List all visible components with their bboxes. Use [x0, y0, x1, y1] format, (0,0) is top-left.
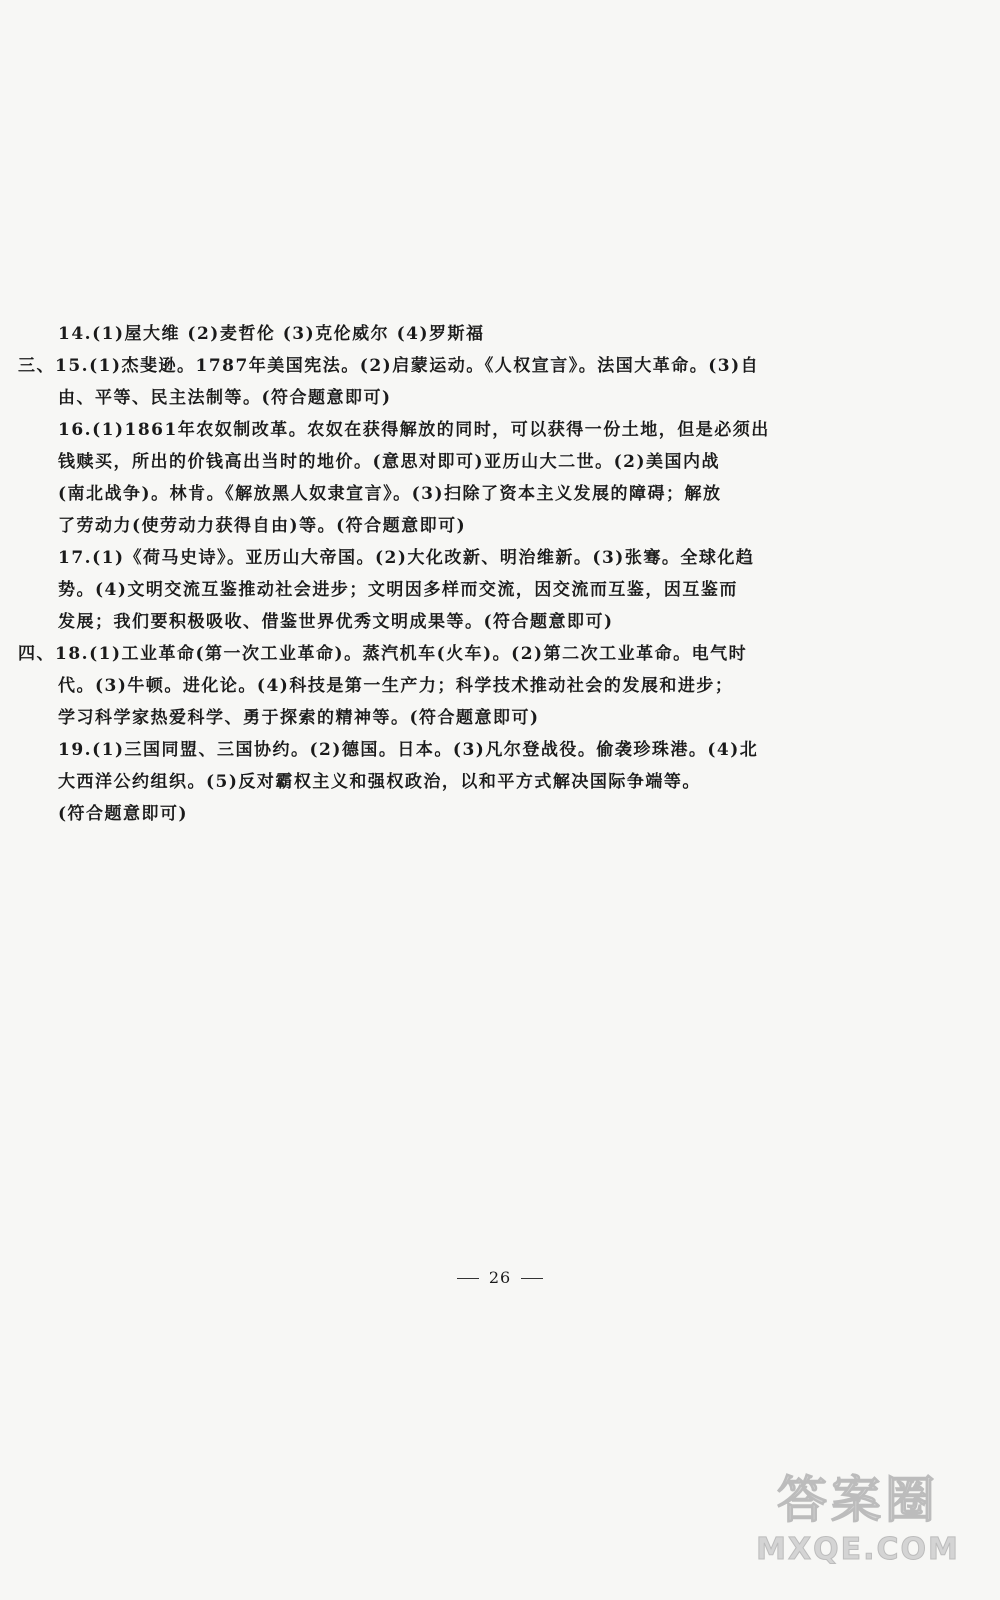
answer-line — [18, 510, 698, 542]
page-number-text: 26 — [488, 1268, 512, 1287]
answer-line — [18, 766, 701, 798]
page-number — [0, 1268, 1000, 1287]
answer-line — [18, 670, 734, 702]
answer-line — [18, 446, 721, 478]
answer-line — [18, 318, 698, 350]
answer-text: (南北战争)。林肯。《解放黑人奴隶宣言》。(3)扫除了资本主义发展的障碍；解放 — [58, 484, 722, 504]
answer-text: 钱赎买，所出的价钱高出当时的地价。(意思对即可)亚历山大二世。(2)美国内战 — [58, 452, 721, 472]
answer-text: (符合题意即可) — [58, 804, 189, 824]
answer-text: 16.(1)1861年农奴制改革。农奴在获得解放的同时，可以获得一份土地，但是必须出 — [58, 420, 770, 440]
page-number-dash-left — [457, 1278, 479, 1279]
answer-text: 18.(1)工业革命(第一次工业革命)。蒸汽机车(火车)。(2)第二次工业革命。电气时 — [55, 644, 748, 664]
answer-text: 19.(1)三国同盟、三国协约。(2)德国。日本。(3)凡尔登战役。偷袭珍珠港。(4)北 — [58, 740, 759, 760]
answer-line — [18, 574, 738, 606]
answer-line — [18, 350, 760, 382]
answer-line — [18, 414, 770, 446]
answer-text: 由、平等、民主法制等。(符合题意即可) — [58, 388, 392, 408]
watermark-title: 答案圈 — [777, 1471, 939, 1529]
answer-line — [18, 638, 748, 670]
answer-line — [18, 382, 698, 414]
answer-text: 了劳动力(使劳动力获得自由)等。(符合题意即可) — [58, 516, 467, 536]
answer-text: 15.(1)杰斐逊。1787年美国宪法。(2)启蒙运动。《人权宣言》。法国大革命。(3)自 — [55, 356, 760, 376]
answer-line — [18, 606, 698, 638]
section-marker: 三、 — [18, 356, 55, 376]
page-number-dash-right — [521, 1278, 543, 1279]
answer-line — [18, 542, 755, 574]
answer-text: 14.(1)屋大维 (2)麦哲伦 (3)克伦威尔 (4)罗斯福 — [58, 324, 485, 344]
watermark-url: MXQE.COM — [756, 1532, 960, 1567]
section-marker: 四、 — [18, 644, 55, 664]
answer-text: 大西洋公约组织。(5)反对霸权主义和强权政治，以和平方式解决国际争端等。 — [58, 772, 701, 792]
answer-line — [18, 478, 722, 510]
answer-text: 发展；我们要积极吸收、借鉴世界优秀文明成果等。(符合题意即可) — [58, 612, 614, 632]
answer-line — [18, 702, 698, 734]
answer-text: 学习科学家热爱科学、勇于探索的精神等。(符合题意即可) — [58, 708, 540, 728]
answer-line — [18, 798, 698, 830]
answer-list — [18, 318, 770, 830]
answer-line — [18, 734, 759, 766]
answer-text: 代。(3)牛顿。进化论。(4)科技是第一生产力；科学技术推动社会的发展和进步； — [58, 676, 734, 696]
answer-text: 17.(1)《荷马史诗》。亚历山大帝国。(2)大化改新、明治维新。(3)张骞。全球化趋 — [58, 548, 755, 568]
answer-text: 势。(4)文明交流互鉴推动社会进步；文明因多样而交流，因交流而互鉴，因互鉴而 — [58, 580, 738, 600]
watermark-logo — [738, 1470, 978, 1582]
